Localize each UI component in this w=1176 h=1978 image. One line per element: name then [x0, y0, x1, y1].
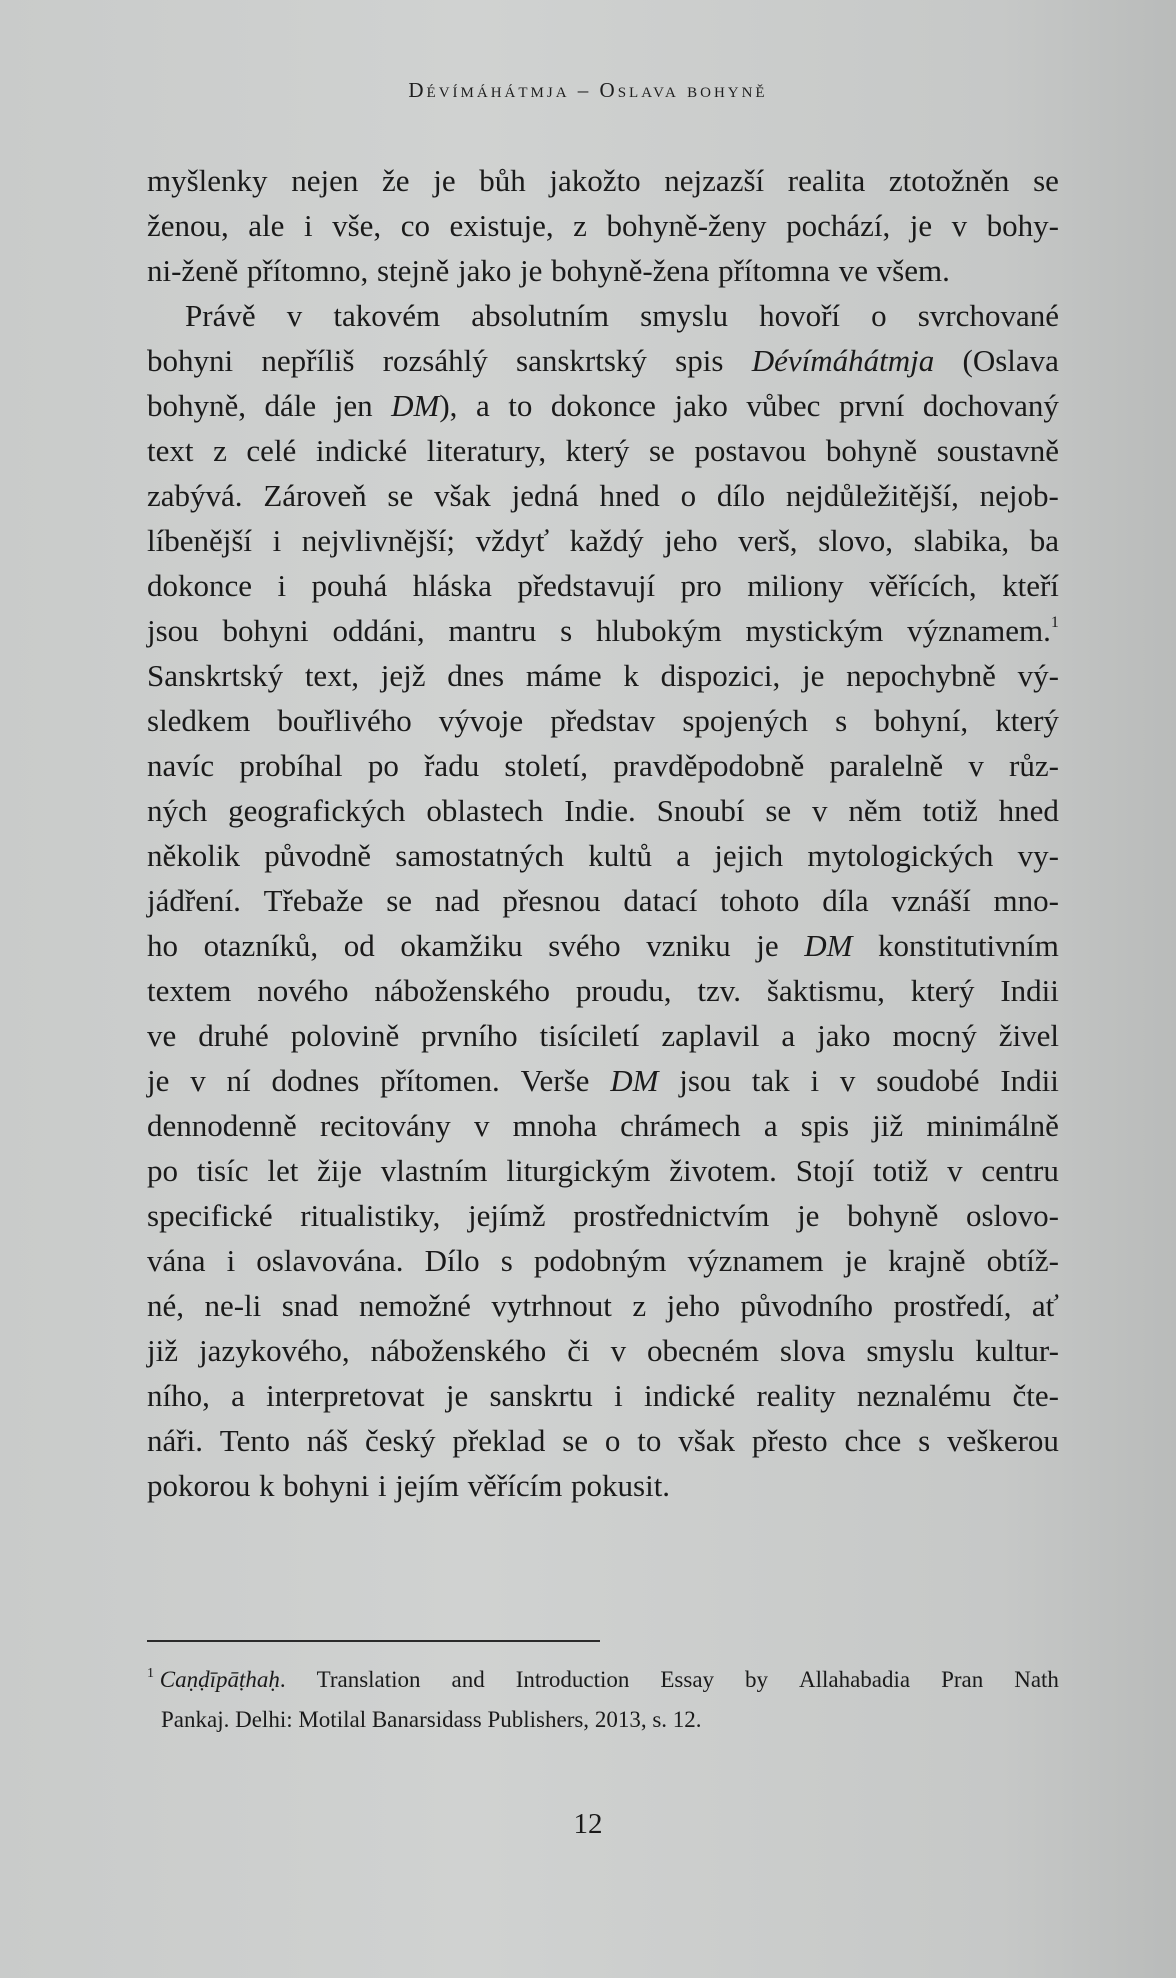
- text-line: ni-ženě přítomno, stejně jako je bohyně-žena přítomna ve všem.: [147, 253, 950, 288]
- footnote-area: [147, 1660, 1059, 1740]
- footnote-line: $^1$ Caṇḍīpāṭhaḥ. Translation and Introduction Essay by Allahabadia Pran Nath: [147, 1666, 1059, 1692]
- footnote-separator: [147, 1640, 600, 1642]
- text-line: zabývá. Zároveň se však jedná hned o dílo nejdůležitější, nejob-: [147, 478, 1059, 513]
- text-line: ve druhé polovině prvního tisíciletí zaplavil a jako mocný živel: [147, 1018, 1059, 1053]
- text-line: textem nového náboženského proudu, tzv. šaktismu, který Indii: [147, 973, 1059, 1008]
- text-line: text z celé indické literatury, který se postavou bohyně soustavně: [147, 433, 1059, 468]
- text-line: ního, a interpretovat je sanskrtu i indické reality neznalému čte-: [147, 1378, 1059, 1413]
- text-line: bohyně, dále jen DM), a to dokonce jako vůbec první dochovaný: [147, 388, 1059, 423]
- text-line: líbenější i nejvlivnější; vždyť každý jeho verš, slovo, slabika, ba: [147, 523, 1059, 558]
- text-line: ženou, ale i vše, co existuje, z bohyně-ženy pochází, je v bohy-: [147, 208, 1059, 243]
- text-line: několik původně samostatných kultů a jejich mytologických vy-: [147, 838, 1059, 873]
- text-line: Sanskrtský text, jejž dnes máme k dispozici, je nepochybně vý-: [147, 658, 1059, 693]
- text-line: již jazykového, náboženského či v obecném slova smyslu kultur-: [147, 1333, 1059, 1368]
- text-line: dennodenně recitovány v mnoha chrámech a spis již minimálně: [147, 1108, 1059, 1143]
- main-text: [147, 158, 1059, 1508]
- text-line: Právě v takovém absolutním smyslu hovoří o svrchované: [185, 298, 1059, 333]
- text-line: ných geografických oblastech Indie. Snoubí se v něm totiž hned: [147, 793, 1059, 828]
- text-line: dokonce i pouhá hláska představují pro miliony věřících, kteří: [147, 568, 1059, 603]
- footnote-marker: 1: [147, 1666, 154, 1681]
- text-line: sledkem bouřlivého vývoje představ spojených s bohyní, který: [147, 703, 1059, 738]
- text-line: ho otazníků, od okamžiku svého vzniku je DM konstitutivním: [147, 928, 1059, 963]
- text-line: specifické ritualistiky, jejímž prostřednictvím je bohyně oslovo-: [147, 1198, 1059, 1233]
- text-line: bohyni nepříliš rozsáhlý sanskrtský spis Dévímáhátmja (Oslava: [147, 343, 1059, 378]
- text-line: vána i oslavována. Dílo s podobným významem je krajně obtíž-: [147, 1243, 1059, 1278]
- footnote-line: Pankaj. Delhi: Motilal Banarsidass Publishers, 2013, s. 12.: [161, 1707, 702, 1732]
- text-line: né, ne-li snad nemožné vytrhnout z jeho původního prostředí, ať: [147, 1288, 1059, 1323]
- page-number: 12: [573, 1808, 603, 1840]
- text-line: pokorou k bohyni i jejím věřícím pokusit.: [147, 1468, 671, 1503]
- running-head: Dévímáhátmja – Oslava bohyně: [408, 78, 768, 102]
- text-line: navíc probíhal po řadu století, pravděpodobně paralelně v růz-: [147, 748, 1059, 783]
- text-line: jsou bohyni oddáni, mantru s hlubokým mystickým významem.$^1$: [147, 613, 1059, 648]
- text-line: náři. Tento náš český překlad se o to však přesto chce s veškerou: [147, 1423, 1059, 1458]
- text-line: jádření. Třebaže se nad přesnou datací tohoto díla vznáší mno-: [147, 883, 1059, 918]
- text-line: je v ní dodnes přítomen. Verše DM jsou tak i v soudobé Indii: [147, 1063, 1059, 1098]
- text-line: myšlenky nejen že je bůh jakožto nejzazší realita ztotožněn se: [147, 163, 1059, 198]
- text-line: po tisíc let žije vlastním liturgickým životem. Stojí totiž v centru: [147, 1153, 1059, 1188]
